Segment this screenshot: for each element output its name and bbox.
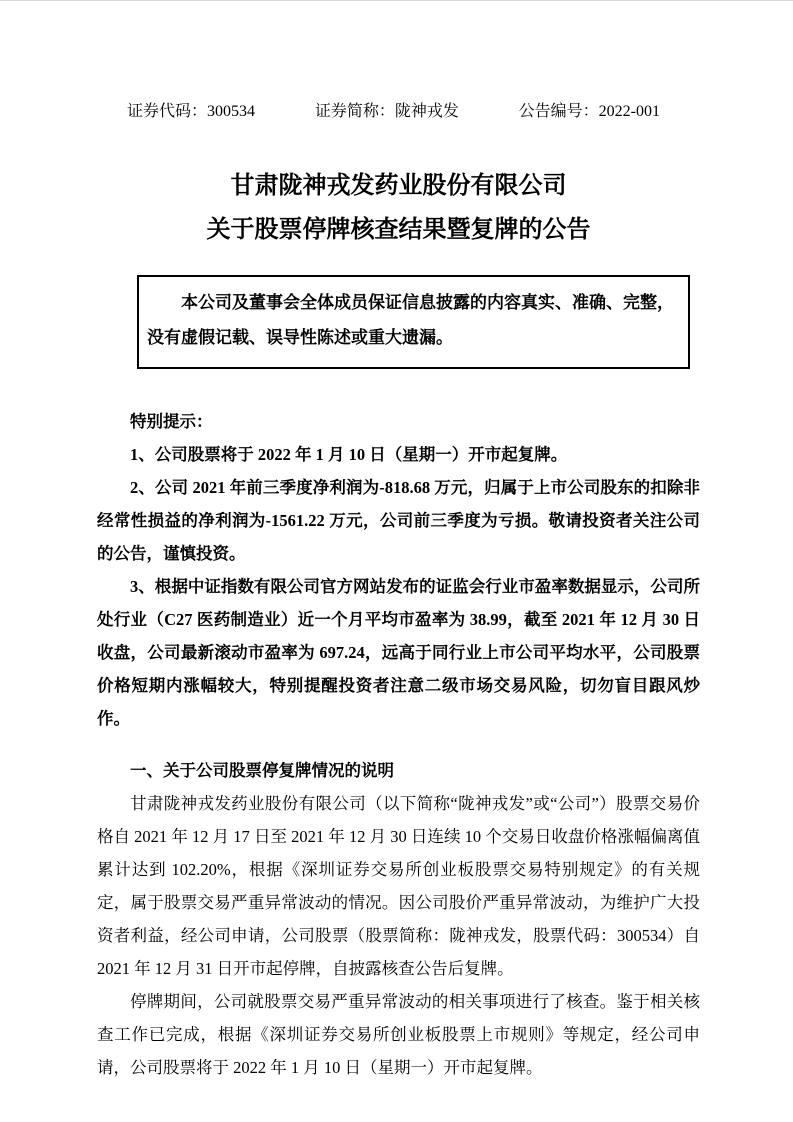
company-name-title: 甘肃陇神戎发药业股份有限公司 bbox=[230, 173, 567, 199]
announcement-subject-title: 关于股票停牌核查结果暨复牌的公告 bbox=[206, 217, 591, 243]
special-notice-section bbox=[97, 405, 700, 735]
section-1-paragraph-1: 甘肃陇神戎发药业股份有限公司（以下简称“陇神戎发”或“公司”）股票交易价格自 2021 年 12 月 17 日至 2021 年 12 月 30 日连续 10 个交易日收盘价格涨幅偏离值累计达到 102.20%，根据《深圳证券交易所创业板股票交易特别规定》的有关规定，属于股票交易严重异常波动的情况。因公司股价严重异常波动，为维护广大投资者利益，经公司申请，公司股票（股票简称：陇神戎发，股票代码：300534）自 2021 年 12 月 31 日开市起停牌，自披露核查公告后复牌。 bbox=[97, 794, 700, 978]
section-1-heading: 一、关于公司股票停复牌情况的说明 bbox=[130, 761, 394, 780]
special-notice-item-2: 2、公司 2021 年前三季度净利润为-818.68 万元，归属于上市公司股东的扣除非经常性损益的净利润为-1561.22 万元，公司前三季度为亏损。敬请投资者关注公司的公告，谨慎投资。 bbox=[97, 478, 700, 563]
disclaimer-text: 本公司及董事会全体成员保证信息披露的内容真实、准确、完整，没有虚假记载、误导性陈述或重大遗漏。 bbox=[147, 293, 674, 347]
document-title bbox=[97, 164, 700, 252]
document-header bbox=[127, 102, 660, 122]
stock-short-name: 证券简称：陇神戎发 bbox=[314, 103, 459, 120]
stock-code: 证券代码：300534 bbox=[127, 103, 256, 120]
special-notice-item-3: 3、根据中证指数有限公司官方网站发布的证监会行业市盈率数据显示，公司所处行业（C27 医药制造业）近一个月平均市盈率为 38.99，截至 2021 年 12 月 30 日收盘，公司最新滚动市盈率为 697.24，远高于同行业上市公司平均水平，公司股票价格短期内涨幅较大，特别提醒投资者注意二级市场交易风险，切勿盲目跟风炒作。 bbox=[97, 577, 700, 728]
section-1 bbox=[97, 754, 700, 1084]
special-notice-item-1: 1、公司股票将于 2022 年 1 月 10 日（星期一）开市起复牌。 bbox=[130, 445, 568, 464]
section-1-paragraph-2: 停牌期间，公司就股票交易严重异常波动的相关事项进行了核查。鉴于相关核查工作已完成，根据《深圳证券交易所创业板股票上市规则》等规定，经公司申请，公司股票将于 2022 年 1 月 10 日（星期一）开市起复牌。 bbox=[97, 992, 700, 1077]
special-notice-heading: 特别提示： bbox=[130, 412, 213, 431]
disclaimer-box bbox=[137, 275, 690, 369]
announcement-number: 公告编号：2022-001 bbox=[518, 103, 660, 120]
